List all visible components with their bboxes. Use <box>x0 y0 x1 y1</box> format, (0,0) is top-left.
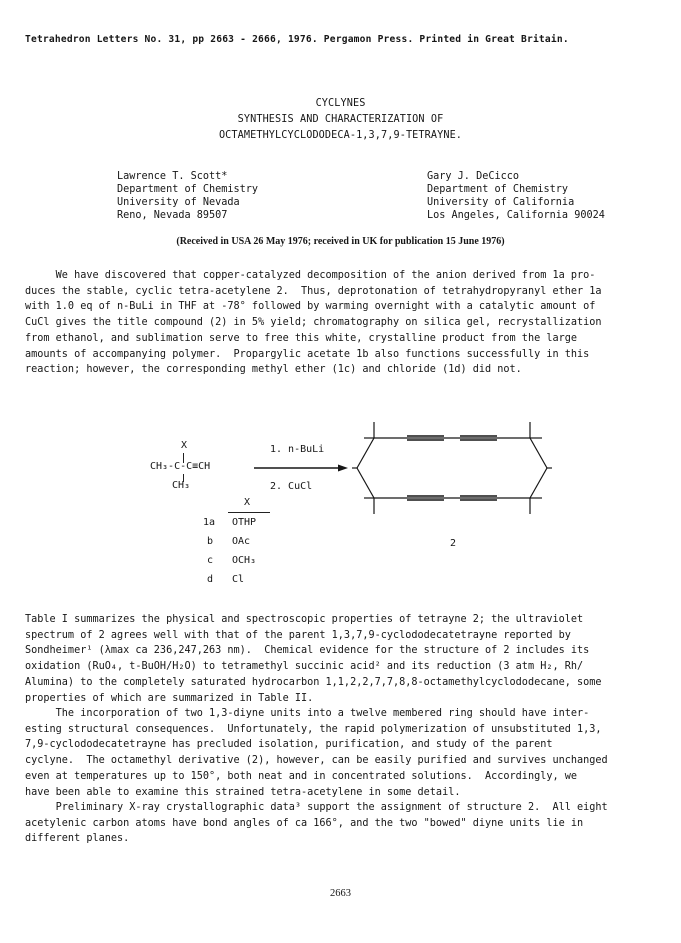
scheme-step-1: 1. n-BuLi <box>270 444 325 455</box>
text-line: different planes. <box>25 833 130 845</box>
text-line: We have discovered that copper-catalyzed decomposition of the anion derived from 1a pro- <box>25 270 596 281</box>
table-rule <box>228 512 270 513</box>
text-line: spectrum of 2 agrees well with that of the parent 1,3,7,9-cyclododecatetrayne reported by <box>25 629 571 641</box>
journal-header: Tetrahedron Letters No. 31, pp 2663 - 2666, 1976. Pergamon Press. Printed in Great Britain. <box>25 34 569 45</box>
text-line: Alumina) to the completely saturated hydrocarbon 1,1,2,2,7,7,8,8-octamethylcyclododecane, some <box>25 676 602 688</box>
paragraph-2 <box>25 612 665 706</box>
table-row-value: OAc <box>232 536 251 547</box>
table-row-label: d <box>207 574 214 585</box>
table-row-value: OCH₃ <box>232 555 257 566</box>
text-line: 7,9-cyclododecatetrayne has precluded isolation, purification, and study of the parent <box>25 739 553 751</box>
text-line: Table I summarizes the physical and spectroscopic properties of tetrayne 2; the ultraviolet <box>25 614 584 625</box>
text-line: with 1.0 eq of n-BuLi in THF at -78° followed by warming overnight with a catalytic amount of <box>25 301 596 313</box>
product-structure <box>352 410 552 528</box>
author-institution: University of California <box>427 197 575 208</box>
scheme-step-2: 2. CuCl <box>270 481 313 492</box>
author-block-1 <box>117 170 258 222</box>
text-line: Sondheimer¹ (λmax ca 236,247,263 nm). Chemical evidence for the structure of 2 includes its <box>25 645 590 657</box>
table-row-value: OTHP <box>232 517 257 528</box>
scheme-reagent-formula: CH₃-C-C≡CH <box>150 461 211 472</box>
scheme-methyl-bottom: CH₃ <box>172 480 191 491</box>
reaction-arrow <box>254 463 348 473</box>
paragraph-1 <box>25 268 665 378</box>
received-dates: (Received in USA 26 May 1976; received in UK for publication 15 June 1976) <box>176 236 505 247</box>
author-city: Reno, Nevada 89507 <box>117 210 228 221</box>
paper-title-line-3: OCTAMETHYLCYCLODODECA-1,3,7,9-TETRAYNE. <box>218 130 463 141</box>
text-line: esting structural consequences. Unfortunately, the rapid polymerization of unsubstituted 1,3, <box>25 723 602 735</box>
text-line: CuCl gives the title compound (2) in 5% yield; chromatography on silica gel, recrystallization <box>25 317 602 329</box>
table-row-value: Cl <box>232 574 245 585</box>
table-row-label: 1a <box>203 517 216 528</box>
author-name: Gary J. DeCicco <box>427 171 520 182</box>
text-line: The incorporation of two 1,3-diyne units into a twelve membered ring should have inter- <box>25 708 590 719</box>
paragraph-3 <box>25 706 665 800</box>
page-number: 2663 <box>330 888 351 899</box>
text-line: even at temperatures up to 150°, both neat and in concentrated solutions. Accordingly, we <box>25 770 578 782</box>
author-department: Department of Chemistry <box>117 184 259 195</box>
text-line: cyclyne. The octamethyl derivative (2), however, can be easily purified and survives unchanged <box>25 755 608 767</box>
text-line: have been able to examine this strained tetra-acetylene in some detail. <box>25 786 461 798</box>
text-line: amounts of accompanying polymer. Propargylic acetate 1b also functions successfully in this <box>25 348 590 360</box>
substituent-table-header: X <box>243 497 251 508</box>
text-line: oxidation (RuO₄, t-BuOH/H₂O) to tetramethyl succinic acid² and its reduction (3 atm H₂, Rh/ <box>25 661 584 673</box>
table-row-label: c <box>207 555 214 566</box>
text-line: acetylenic carbon atoms have bond angles of ca 166°, and the two "bowed" diyne units lie in <box>25 817 584 829</box>
text-line: duces the stable, cyclic tetra-acetylene 2. Thus, deprotonation of tetrahydropyranyl ether 1a <box>25 285 602 297</box>
text-line: from ethanol, and sublimation serve to free this white, crystalline product from the large <box>25 332 578 344</box>
scheme-substituent-x: X <box>180 440 188 451</box>
table-row-label: b <box>207 536 214 547</box>
author-block-2 <box>427 170 605 222</box>
product-label: 2 <box>450 538 457 549</box>
text-line: properties of which are summarized in Table II. <box>25 692 314 704</box>
text-line: reaction; however, the corresponding methyl ether (1c) and chloride (1d) did not. <box>25 364 522 376</box>
paper-title-line-2: SYNTHESIS AND CHARACTERIZATION OF <box>237 114 444 125</box>
author-department: Department of Chemistry <box>427 184 569 195</box>
text-line: Preliminary X-ray crystallographic data³ support the assignment of structure 2. All eight <box>25 802 608 813</box>
author-city: Los Angeles, California 90024 <box>427 210 605 221</box>
author-name: Lawrence T. Scott* <box>117 171 228 182</box>
author-institution: University of Nevada <box>117 197 240 208</box>
paper-title-line-1: CYCLYNES <box>315 98 366 109</box>
paragraph-4 <box>25 800 665 847</box>
